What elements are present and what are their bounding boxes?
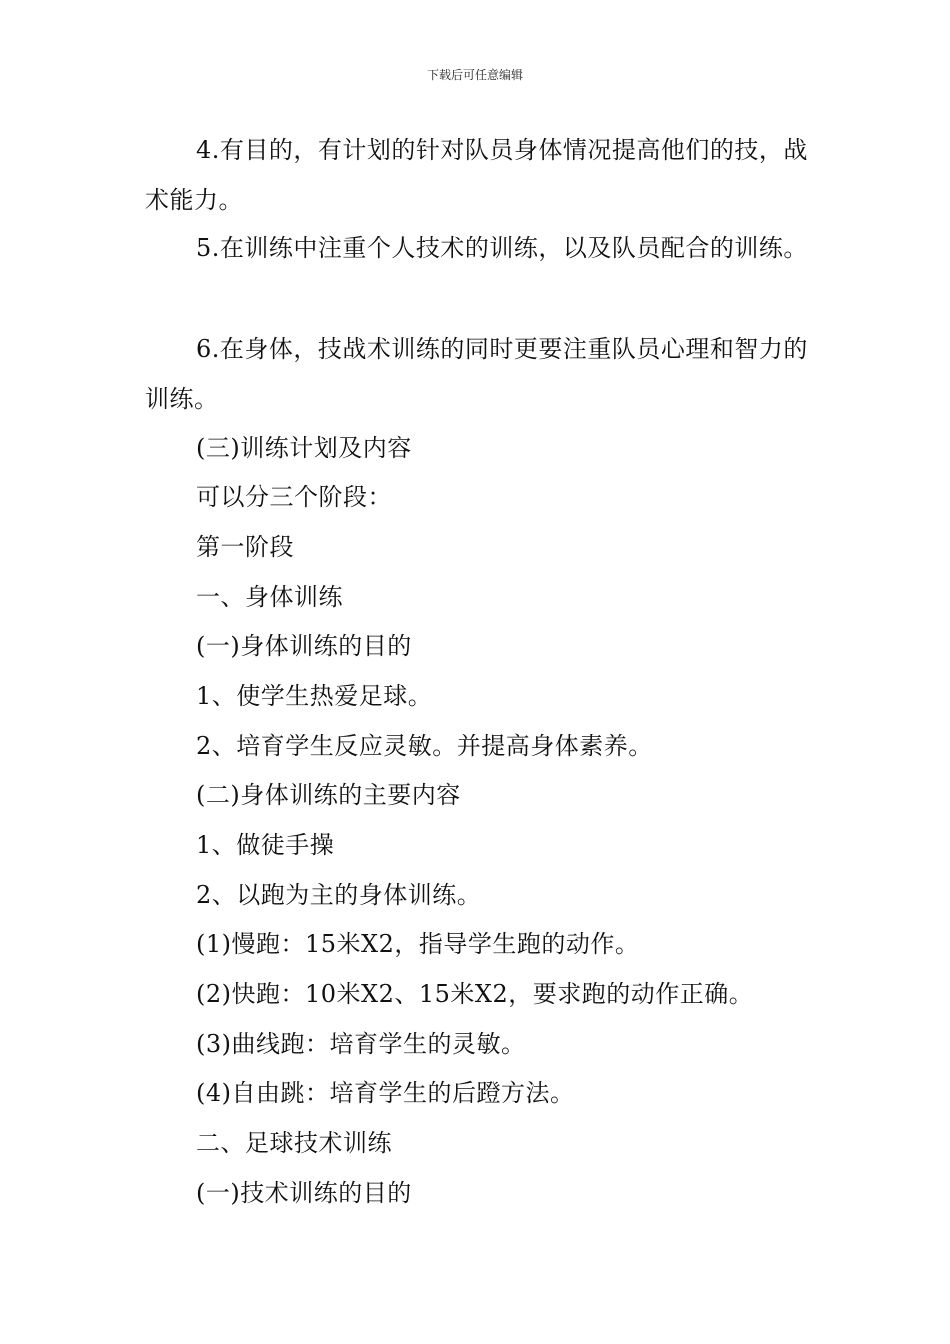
list-item-goal-1: 1、使学生热爱足球。 [196, 682, 433, 710]
list-item-goal-2: 2、培育学生反应灵敏。并提高身体素养。 [196, 732, 653, 760]
subheading-physical-content: (二)身体训练的主要内容 [196, 781, 461, 809]
list-item-free-jump: (4)自由跳：培育学生的后蹬方法。 [196, 1079, 575, 1107]
paragraph-1: 4.有目的，有计划的针对队员身体情况提高他们的技，战术能力。 [145, 136, 808, 214]
section-heading-training-plan: (三)训练计划及内容 [196, 434, 412, 462]
list-item-content-2: 2、以跑为主的身体训练。 [196, 881, 482, 909]
list-item-fast-run: (2)快跑：10米X2、15米X2，要求跑的动作正确。 [196, 980, 754, 1008]
heading-football-technique: 二、足球技术训练 [196, 1129, 392, 1157]
subheading-technique-goals: (一)技术训练的目的 [196, 1179, 412, 1207]
header-note: 下载后可任意编辑 [426, 68, 523, 82]
heading-physical-training: 一、身体训练 [196, 583, 343, 611]
paragraph-stages: 可以分三个阶段： [196, 483, 392, 511]
paragraph-2: 5.在训练中注重个人技术的训练，以及队员配合的训练。 [196, 234, 808, 262]
stage-heading-1: 第一阶段 [196, 533, 294, 561]
list-item-curve-run: (3)曲线跑：培育学生的灵敏。 [196, 1030, 526, 1058]
paragraph-3: 6.在身体，技战术训练的同时更要注重队员心理和智力的训练。 [145, 335, 808, 413]
list-item-slow-run: (1)慢跑：15米X2，指导学生跑的动作。 [196, 930, 640, 958]
list-item-content-1: 1、做徒手操 [196, 831, 335, 859]
subheading-physical-goals: (一)身体训练的目的 [196, 632, 412, 660]
